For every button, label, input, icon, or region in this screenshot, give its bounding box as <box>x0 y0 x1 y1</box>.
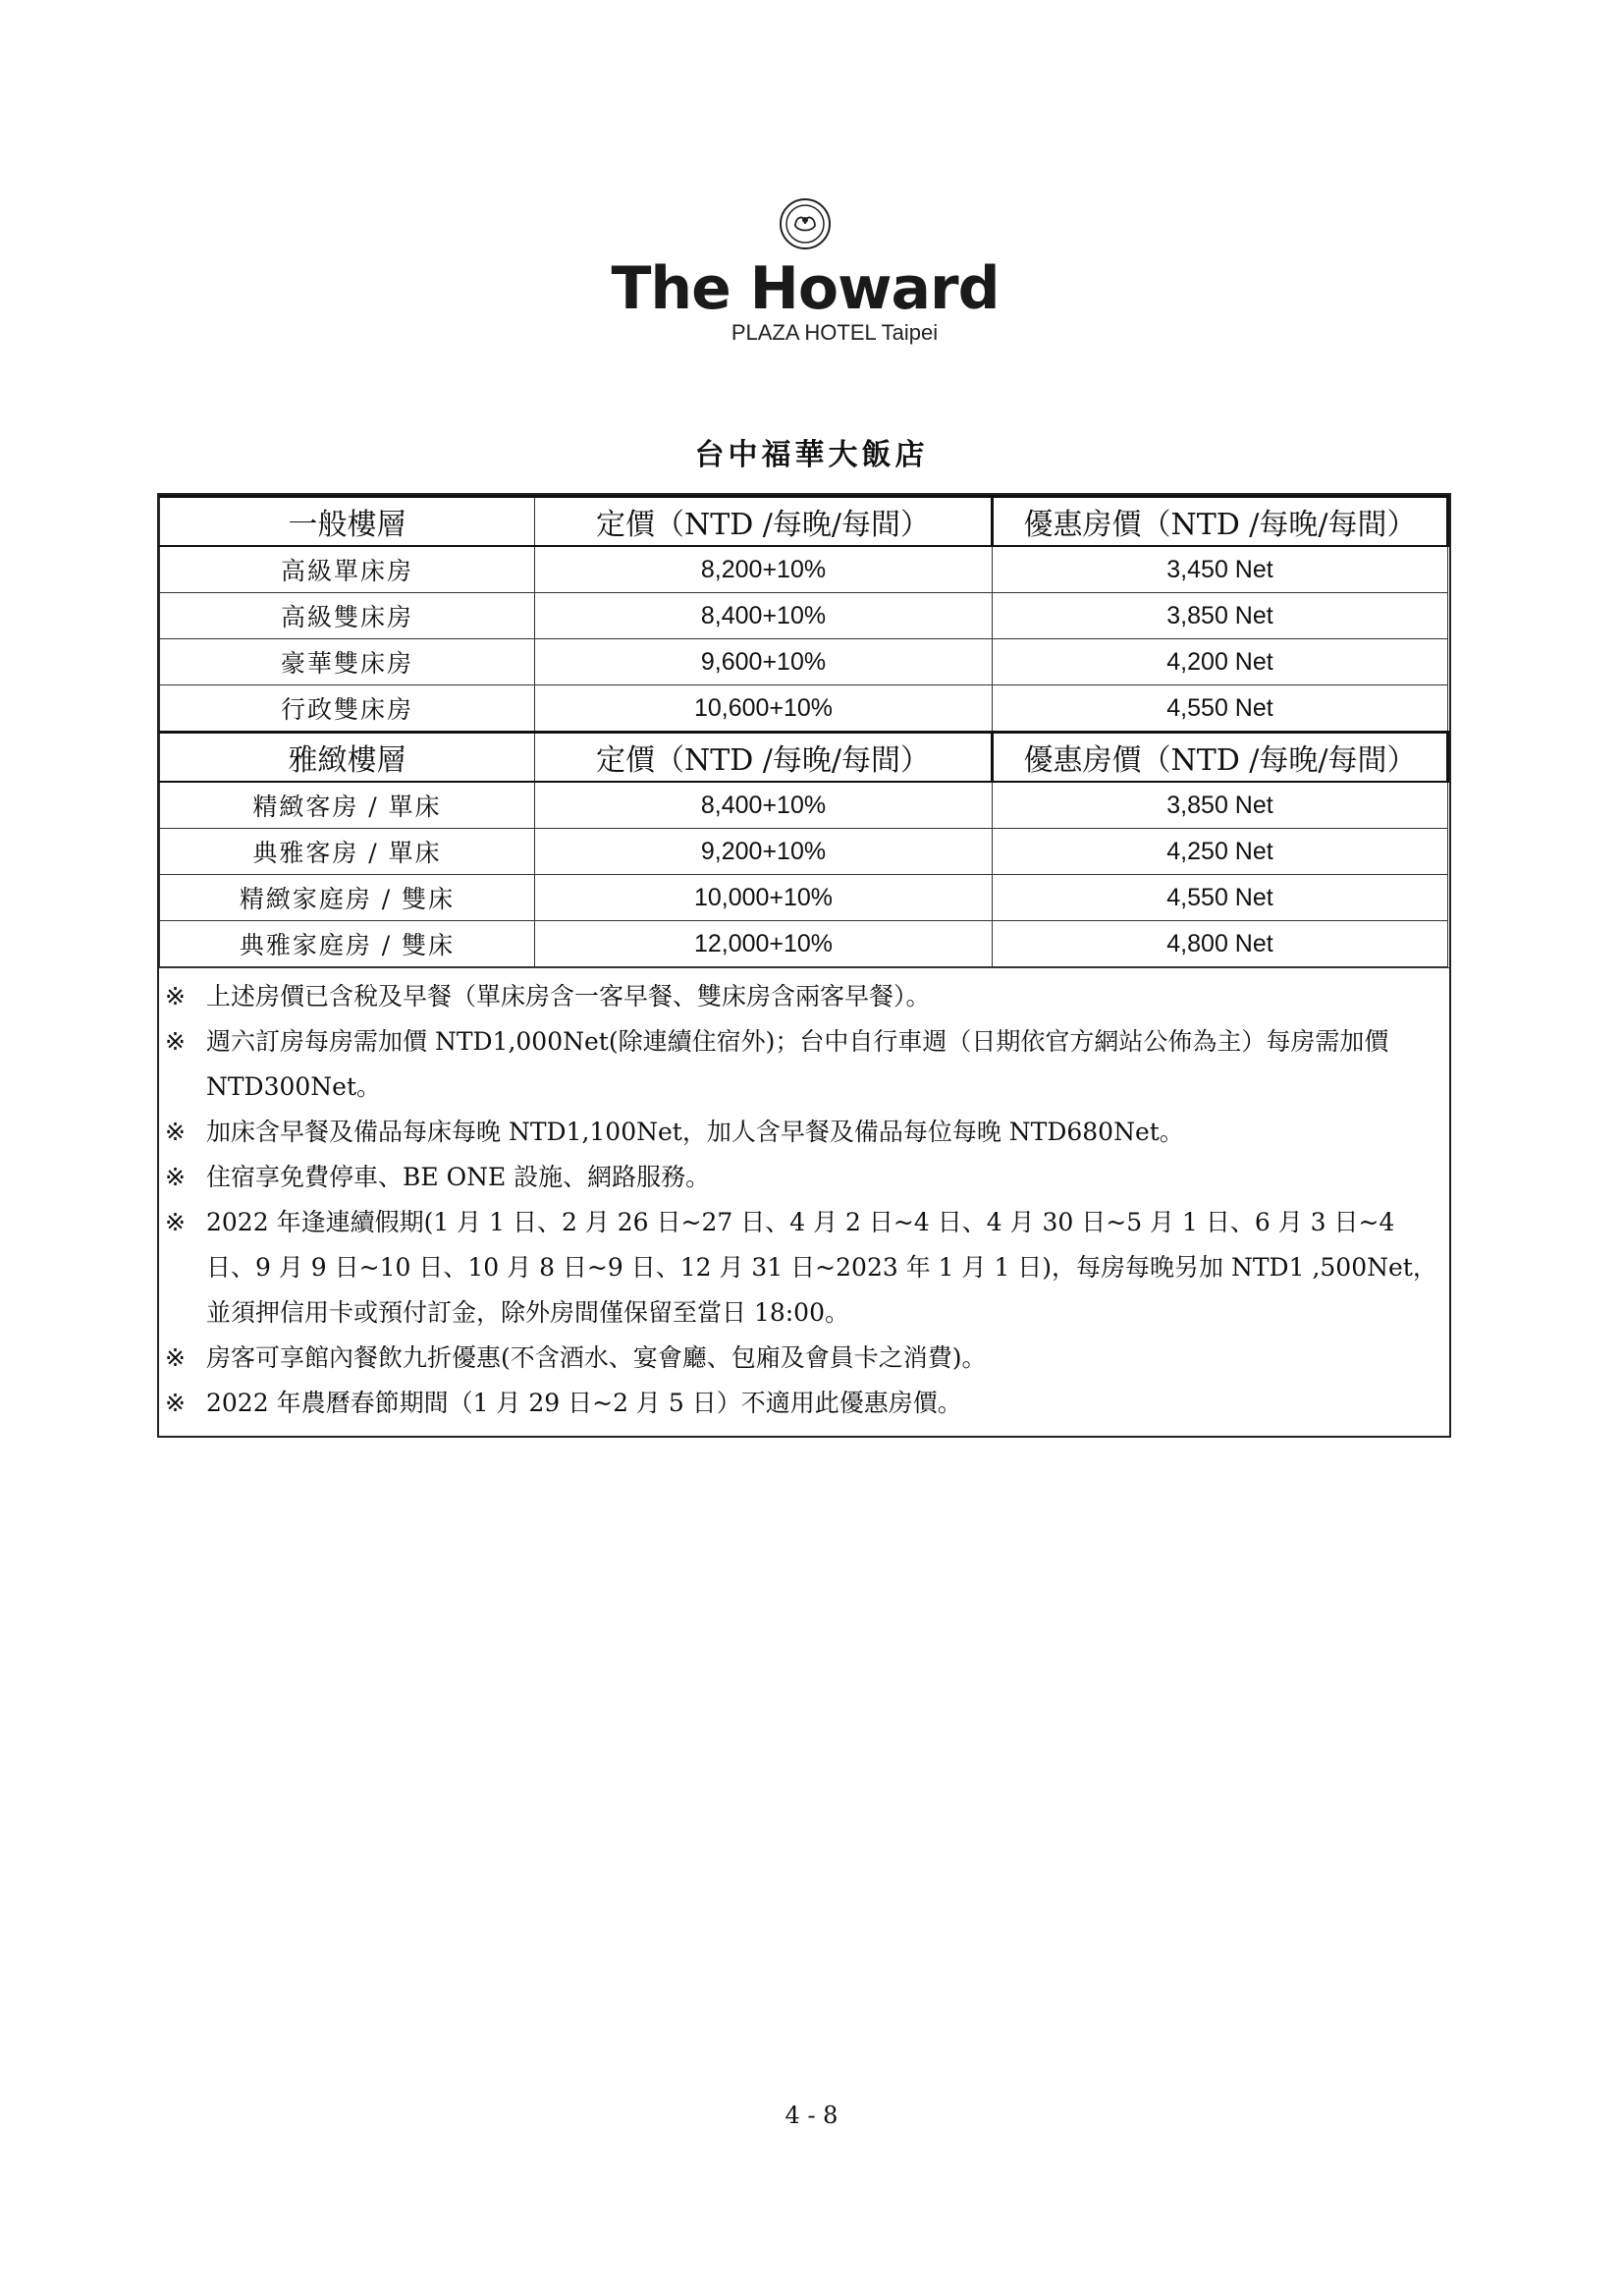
rate-table <box>159 495 1449 967</box>
price-cell: 8,400+10% <box>535 782 993 829</box>
table-row <box>160 921 1448 967</box>
price-cell: 9,600+10% <box>535 639 993 685</box>
room-type-cell: 典雅家庭房 / 雙床 <box>160 921 535 967</box>
price-cell: 10,000+10% <box>535 875 993 921</box>
discount-cell: 4,550 Net <box>993 875 1448 921</box>
section-header-row <box>160 733 1448 783</box>
discount-cell: 3,450 Net <box>993 546 1448 593</box>
reference-mark: ※ <box>165 1389 186 1417</box>
discount-cell: 3,850 Net <box>993 593 1448 639</box>
discount-cell: 4,800 Net <box>993 921 1448 967</box>
note-item <box>159 1381 1449 1426</box>
brand-subtitle: PLAZA HOTEL Taipei <box>730 320 939 345</box>
brand-name: The Howard <box>611 254 1000 323</box>
page-number: 4 - 8 <box>784 2102 839 2129</box>
note-text: 2022 年農曆春節期間（1 月 29 日~2 月 5 日）不適用此優惠房價。 <box>206 1389 962 1417</box>
room-type-cell: 高級雙床房 <box>160 593 535 639</box>
price-cell: 8,200+10% <box>535 546 993 593</box>
room-type-cell: 豪華雙床房 <box>160 639 535 685</box>
table-row <box>160 593 1448 639</box>
note-text: 房客可享館內餐飲九折優惠(不含酒水、宴會廳、包廂及會員卡之消費)。 <box>206 1343 987 1372</box>
table-row <box>160 782 1448 829</box>
room-type-cell: 高級單床房 <box>160 546 535 593</box>
reference-mark: ※ <box>165 1118 186 1146</box>
discount-cell: 4,200 Net <box>993 639 1448 685</box>
price-cell: 9,200+10% <box>535 829 993 875</box>
room-type-cell: 精緻家庭房 / 雙床 <box>160 875 535 921</box>
price-cell: 10,600+10% <box>535 685 993 733</box>
table-row <box>160 639 1448 685</box>
discount-column-header: 優惠房價（NTD /每晚/每間） <box>993 733 1448 783</box>
discount-cell: 3,850 Net <box>993 782 1448 829</box>
reference-mark: ※ <box>165 1343 186 1372</box>
rate-table-box <box>157 493 1451 1438</box>
table-row <box>160 546 1448 593</box>
price-cell: 8,400+10% <box>535 593 993 639</box>
discount-column-header: 優惠房價（NTD /每晚/每間） <box>993 497 1448 547</box>
discount-cell: 4,250 Net <box>993 829 1448 875</box>
room-type-cell: 典雅客房 / 單床 <box>160 829 535 875</box>
price-column-header: 定價（NTD /每晚/每間） <box>535 733 993 783</box>
notes-list <box>159 967 1449 1436</box>
note-text: 住宿享免費停車、BE ONE 設施、網路服務。 <box>206 1163 711 1191</box>
note-item <box>159 1019 1449 1110</box>
note-text: 週六訂房每房需加價 NTD1,000Net(除連續住宿外)；台中自行車週（日期依官方網站公佈為主）每房需加價 NTD300Net。 <box>206 1027 1389 1101</box>
section-heading: 雅緻樓層 <box>160 733 535 783</box>
discount-cell: 4,550 Net <box>993 685 1448 733</box>
howard-emblem-icon <box>778 196 833 251</box>
hotel-logo <box>609 196 1001 346</box>
reference-mark: ※ <box>165 982 186 1011</box>
room-type-cell: 行政雙床房 <box>160 685 535 733</box>
note-text: 上述房價已含稅及早餐（單床房含一客早餐、雙床房含兩客早餐）。 <box>206 982 931 1011</box>
note-item <box>159 1336 1449 1381</box>
note-item <box>159 1200 1449 1336</box>
note-item <box>159 1155 1449 1200</box>
table-row <box>160 829 1448 875</box>
table-row <box>160 685 1448 733</box>
room-type-cell: 精緻客房 / 單床 <box>160 782 535 829</box>
table-row <box>160 875 1448 921</box>
reference-mark: ※ <box>165 1208 186 1236</box>
page-title: 台中福華大飯店 <box>694 438 929 472</box>
note-text: 2022 年逢連續假期(1 月 1 日、2 月 26 日~27 日、4 月 2 日~4 日、4 月 30 日~5 月 1 日、6 月 3 日~4 日、9 月 9 日~10 日、10 月 8 日~9 日、12 月 31 日~2023 年 1 月 1 日)，每房每晚另加 NTD1 ,500Net，並須押信用卡或預付訂金，除外房間僅保留至當日 18:00。 <box>206 1208 1437 1327</box>
section-header-row <box>160 497 1448 547</box>
reference-mark: ※ <box>165 1163 186 1191</box>
section-heading: 一般樓層 <box>160 497 535 547</box>
note-item <box>159 1110 1449 1155</box>
reference-mark: ※ <box>165 1027 186 1056</box>
note-text: 加床含早餐及備品每床每晚 NTD1,100Net，加人含早餐及備品每位每晚 NTD680Net。 <box>206 1118 1184 1146</box>
note-item <box>159 974 1449 1019</box>
price-cell: 12,000+10% <box>535 921 993 967</box>
price-column-header: 定價（NTD /每晚/每間） <box>535 497 993 547</box>
